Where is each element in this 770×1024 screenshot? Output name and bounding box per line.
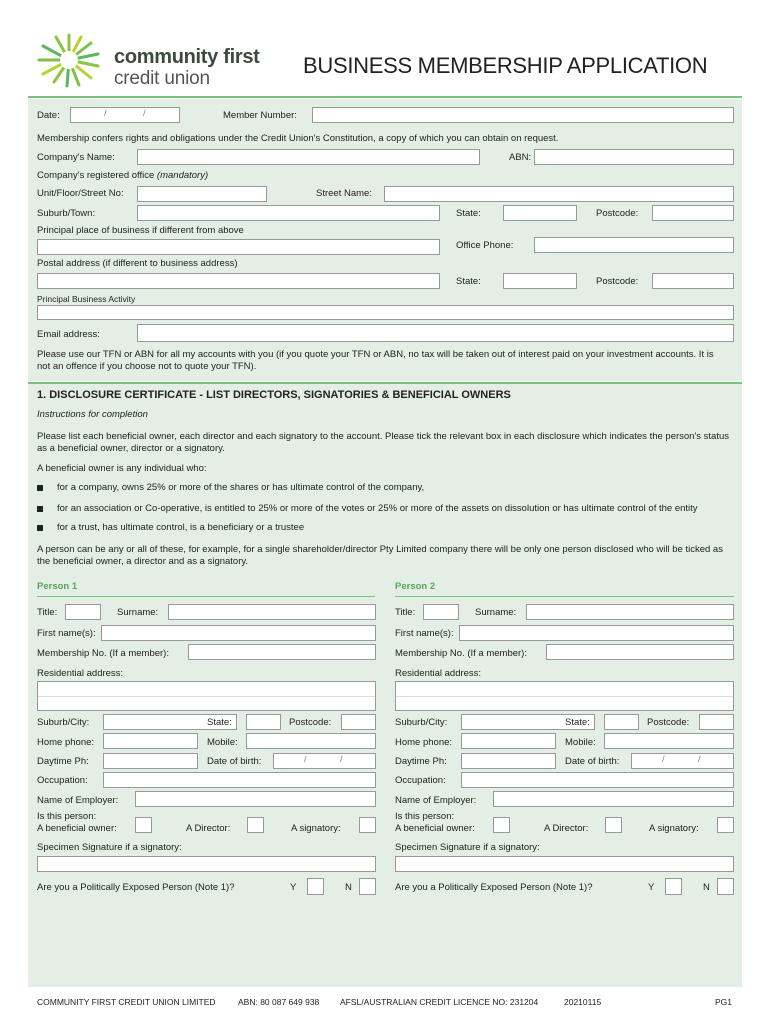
postcode-label: Postcode: — [289, 717, 332, 728]
home-phone-label: Home phone: — [395, 737, 453, 748]
specimen-signature-label: Specimen Signature if a signatory: — [395, 842, 540, 853]
footer-code: 20210115 — [564, 997, 602, 1007]
first-names-field[interactable] — [101, 625, 376, 641]
member-number-label: Member Number: — [223, 110, 297, 121]
registered-office-label: Company's registered office (mandatory) — [37, 170, 209, 181]
bullet-icon — [37, 485, 43, 491]
postal-state-label: State: — [456, 276, 481, 287]
occupation-label: Occupation: — [37, 775, 88, 786]
daytime-phone-label: Daytime Ph: — [395, 756, 447, 767]
signatory-checkbox[interactable] — [359, 817, 376, 833]
footer-licence: AFSL/AUSTRALIAN CREDIT LICENCE NO: 231204 — [340, 997, 539, 1007]
page-title: BUSINESS MEMBERSHIP APPLICATION — [303, 53, 708, 78]
address-line-divider — [396, 696, 733, 697]
postal-state-field[interactable] — [503, 273, 577, 289]
membership-no-field[interactable] — [188, 644, 376, 660]
person-explanation: A person can be any or all of these, for example, for a single shareholder/director Pty Limited company there will be only one person disclosed who will be ticked as the beneficial owner, a director and as a signatory. — [37, 544, 723, 567]
business-activity-field[interactable] — [37, 305, 734, 320]
residential-address-label: Residential address: — [395, 668, 482, 679]
address-line-divider — [38, 696, 375, 697]
director-label: A Director: — [544, 823, 589, 834]
person-heading: Person 2 — [395, 581, 436, 592]
street-name-label: Street Name: — [316, 188, 372, 199]
postal-postcode-label: Postcode: — [596, 276, 639, 287]
signatory-checkbox[interactable] — [717, 817, 734, 833]
director-label: A Director: — [186, 823, 231, 834]
director-checkbox[interactable] — [247, 817, 264, 833]
date-separator: / — [662, 754, 665, 765]
title-field[interactable] — [65, 604, 101, 620]
employer-field[interactable] — [493, 791, 734, 807]
tfn-notice: Please use our TFN or ABN for all my accounts with you (if you quote your TFN or ABN, no tax will be taken out of interest paid on your investment accounts. It is not an offence if you choose not to quote your TFN). — [37, 349, 714, 372]
postcode-label: Postcode: — [647, 717, 690, 728]
footer-page: PG1 — [715, 997, 733, 1007]
office-phone-label: Office Phone: — [456, 240, 514, 251]
daytime-phone-label: Daytime Ph: — [37, 756, 89, 767]
membership-no-label: Membership No. (If a member): — [37, 648, 169, 659]
surname-field[interactable] — [526, 604, 734, 620]
office-phone-field[interactable] — [534, 237, 734, 253]
suburb-city-label: Suburb/City: — [37, 717, 90, 728]
beneficial-owner-checkbox[interactable] — [135, 817, 152, 833]
company-name-field[interactable] — [137, 149, 480, 165]
first-names-label: First name(s): — [395, 628, 454, 639]
pep-question-label: Are you a Politically Exposed Person (Note 1)? — [395, 882, 593, 893]
state-field[interactable] — [503, 205, 577, 221]
postcode-field[interactable] — [341, 714, 376, 730]
footer-abn: ABN: 80 087 649 938 — [238, 997, 320, 1007]
daytime-phone-field[interactable] — [461, 753, 556, 769]
bullet-icon — [37, 506, 43, 512]
signatory-label: A signatory: — [291, 823, 341, 834]
membership-no-field[interactable] — [546, 644, 734, 660]
pep-no-label: N — [703, 882, 710, 893]
home-phone-field[interactable] — [461, 733, 556, 749]
date-separator: / — [304, 754, 307, 765]
state-field[interactable] — [246, 714, 281, 730]
suburb-field[interactable] — [137, 205, 440, 221]
instructions-paragraph: Please list each beneficial owner, each director and each signatory to the account. Please tick the relevant box in each disclosure which indicates the person's status as a beneficial owner, director or a signatory. — [37, 431, 730, 454]
suburb-label: Suburb/Town: — [37, 208, 96, 219]
logo-burst-icon — [34, 32, 104, 88]
pep-yes-checkbox[interactable] — [307, 878, 324, 895]
pep-yes-checkbox[interactable] — [665, 878, 682, 895]
specimen-signature-field[interactable] — [37, 856, 376, 872]
person-divider — [395, 596, 734, 597]
company-name-label: Company's Name: — [37, 152, 115, 163]
person-heading: Person 1 — [37, 581, 78, 592]
mandatory-note: (mandatory) — [156, 170, 209, 181]
rights-notice: Membership confers rights and obligations under the Credit Union's Constitution, a copy of which you can obtain on request. — [37, 133, 559, 144]
bullet-item: for a trust, has ultimate control, is a beneficiary or a trustee — [57, 522, 305, 533]
date-field[interactable] — [70, 107, 180, 123]
principal-place-label: Principal place of business if different from above — [37, 225, 244, 236]
employer-label: Name of Employer: — [395, 795, 477, 806]
postal-address-label: Postal address (if different to business address) — [37, 258, 238, 269]
first-names-field[interactable] — [459, 625, 734, 641]
pep-yes-label: Y — [290, 882, 297, 893]
date-of-birth-field[interactable] — [631, 753, 734, 769]
date-label: Date: — [37, 110, 60, 121]
home-phone-label: Home phone: — [37, 737, 95, 748]
date-of-birth-label: Date of birth: — [207, 756, 262, 767]
postcode-label: Postcode: — [596, 208, 639, 219]
pep-yes-label: Y — [648, 882, 655, 893]
abn-field[interactable] — [534, 149, 734, 165]
is-this-person-label: Is this person: — [395, 811, 455, 822]
principal-place-field[interactable] — [37, 239, 440, 255]
date-separator: / — [340, 754, 343, 765]
date-separator: / — [143, 108, 146, 119]
occupation-field[interactable] — [461, 772, 734, 788]
mobile-label: Mobile: — [565, 737, 596, 748]
mobile-label: Mobile: — [207, 737, 238, 748]
title-field[interactable] — [423, 604, 459, 620]
specimen-signature-label: Specimen Signature if a signatory: — [37, 842, 182, 853]
top-divider — [28, 96, 742, 98]
specimen-signature-field[interactable] — [395, 856, 734, 872]
is-this-person-label: Is this person: — [37, 811, 97, 822]
pep-no-label: N — [345, 882, 352, 893]
bullet-item: for a company, owns 25% or more of the shares or has ultimate control of the company, — [57, 482, 425, 493]
surname-label: Surname: — [475, 607, 517, 618]
employer-label: Name of Employer: — [37, 795, 119, 806]
mobile-field[interactable] — [246, 733, 376, 749]
person-divider — [37, 596, 375, 597]
instructions-label: Instructions for completion — [37, 409, 148, 420]
pep-no-checkbox[interactable] — [359, 878, 376, 895]
director-checkbox[interactable] — [605, 817, 622, 833]
postal-address-field[interactable] — [37, 273, 440, 289]
beneficial-owner-label: A beneficial owner: — [395, 823, 475, 834]
street-name-field[interactable] — [384, 186, 734, 202]
first-names-label: First name(s): — [37, 628, 96, 639]
bullet-item: for an association or Co-operative, is entitled to 25% or more of the votes or 25% or more of the assets on dissolution or has ultimate control of the entity — [57, 503, 698, 514]
date-separator: / — [698, 754, 701, 765]
postcode-field[interactable] — [652, 205, 734, 221]
pep-no-checkbox[interactable] — [717, 878, 734, 895]
pep-question-label: Are you a Politically Exposed Person (Note 1)? — [37, 882, 235, 893]
occupation-field[interactable] — [103, 772, 376, 788]
date-of-birth-label: Date of birth: — [565, 756, 620, 767]
email-label: Email address: — [37, 329, 100, 340]
footer-company: COMMUNITY FIRST CREDIT UNION LIMITED — [37, 997, 216, 1007]
abn-label: ABN: — [509, 152, 532, 163]
membership-no-label: Membership No. (If a member): — [395, 648, 527, 659]
title-label: Title: — [37, 607, 58, 618]
state-label: State: — [456, 208, 481, 219]
postcode-field[interactable] — [699, 714, 734, 730]
home-phone-field[interactable] — [103, 733, 198, 749]
business-activity-label: Principal Business Activity — [37, 294, 136, 304]
unit-label: Unit/Floor/Street No: — [37, 188, 124, 199]
employer-field[interactable] — [135, 791, 376, 807]
beneficial-owner-checkbox[interactable] — [493, 817, 510, 833]
title-label: Title: — [395, 607, 416, 618]
bullet-icon — [37, 525, 43, 531]
logo-name: community first — [114, 46, 260, 68]
occupation-label: Occupation: — [395, 775, 446, 786]
logo-subname: credit union — [114, 68, 210, 89]
surname-field[interactable] — [168, 604, 376, 620]
beneficial-owner-label: A beneficial owner: — [37, 823, 117, 834]
date-separator: / — [104, 108, 107, 119]
state-label: State: — [565, 717, 590, 728]
postal-postcode-field[interactable] — [652, 273, 734, 289]
state-label: State: — [207, 717, 232, 728]
section-heading: 1. DISCLOSURE CERTIFICATE - LIST DIRECTORS, SIGNATORIES & BENEFICIAL OWNERS — [37, 389, 511, 401]
surname-label: Surname: — [117, 607, 159, 618]
unit-field[interactable] — [137, 186, 267, 202]
signatory-label: A signatory: — [649, 823, 699, 834]
member-number-field[interactable] — [312, 107, 734, 123]
suburb-city-label: Suburb/City: — [395, 717, 448, 728]
email-field[interactable] — [137, 324, 734, 342]
beneficial-owner-intro: A beneficial owner is any individual who: — [37, 463, 207, 474]
daytime-phone-field[interactable] — [103, 753, 198, 769]
state-field[interactable] — [604, 714, 639, 730]
date-of-birth-field[interactable] — [273, 753, 376, 769]
mobile-field[interactable] — [604, 733, 734, 749]
residential-address-label: Residential address: — [37, 668, 124, 679]
